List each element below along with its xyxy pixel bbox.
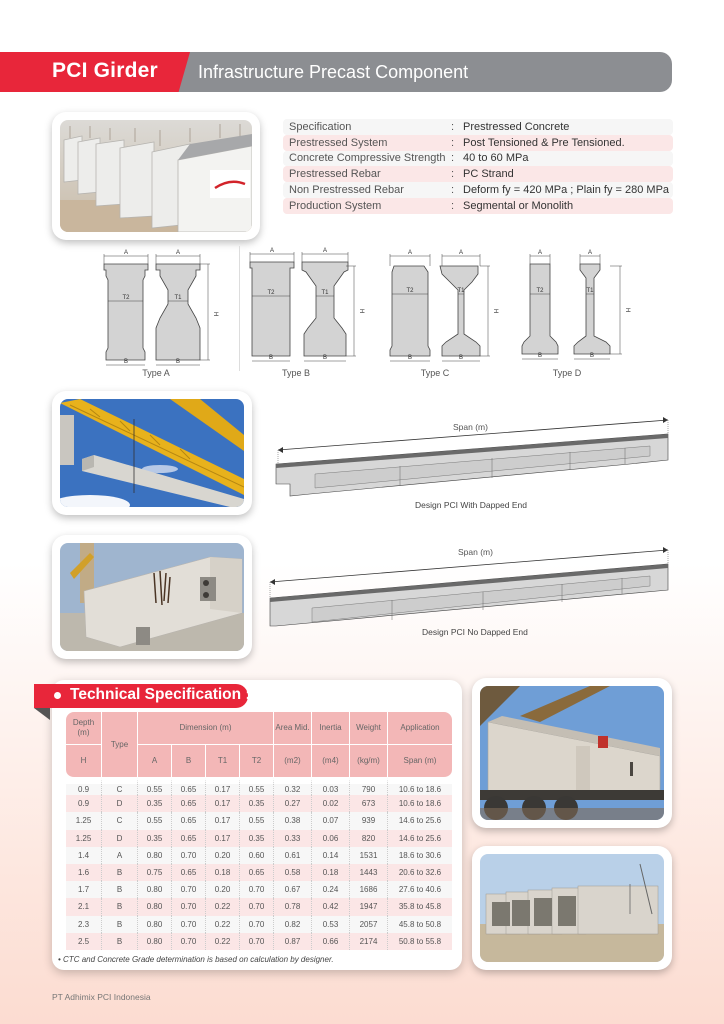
cell-a: 0.80: [138, 916, 172, 933]
cell-span: 10.6 to 18.6: [388, 795, 452, 812]
cell-t1: 0.17: [206, 778, 240, 795]
header-area: Area Mid.: [274, 712, 312, 745]
table-row: [66, 778, 452, 795]
dim-label-a: A: [458, 250, 464, 256]
cell-t1: 0.22: [206, 898, 240, 915]
type-c-label: Type C: [420, 368, 450, 378]
cell-b: 0.70: [172, 916, 206, 933]
cell-type: B: [102, 916, 138, 933]
cell-weight: 1531: [350, 847, 388, 864]
cell-depth: 0.9: [66, 778, 102, 795]
dim-label-a: A: [537, 250, 543, 256]
spec-colon: :: [451, 120, 455, 133]
photo-girder-on-truck: [472, 678, 672, 828]
cell-t1: 0.20: [206, 847, 240, 864]
cell-inertia: 0.53: [312, 916, 350, 933]
spec-colon: :: [451, 184, 455, 197]
table-row: [66, 864, 452, 881]
cell-weight: 790: [350, 778, 388, 795]
divider: [239, 246, 240, 371]
header-span-unit: Span (m): [388, 745, 452, 778]
cell-a: 0.75: [138, 864, 172, 881]
cell-a: 0.80: [138, 881, 172, 898]
dim-label-b: B: [589, 353, 595, 359]
header-area-unit: (m2): [274, 745, 312, 778]
spec-label: Non Prestressed Rebar: [289, 184, 404, 197]
spec-colon: :: [451, 136, 455, 149]
dim-label-a: A: [322, 248, 328, 254]
table-row: [66, 812, 452, 829]
cell-area: 0.33: [274, 830, 312, 847]
tab-fold-shadow: [34, 708, 50, 720]
header-dimension: Dimension (m): [138, 712, 274, 745]
specification-list: [283, 119, 673, 214]
type-a-label: Type A: [142, 368, 170, 378]
cell-type: C: [102, 812, 138, 829]
cell-inertia: 0.03: [312, 778, 350, 795]
spec-label: Concrete Compressive Strength: [289, 152, 446, 165]
table-row: [66, 933, 452, 950]
cell-b: 0.70: [172, 933, 206, 950]
cell-t2: 0.70: [240, 881, 274, 898]
cell-t1: 0.18: [206, 864, 240, 881]
cell-area: 0.58: [274, 864, 312, 881]
header-h: H: [66, 745, 102, 778]
spec-value: Segmental or Monolith: [463, 199, 574, 212]
table-row: [66, 795, 452, 812]
type-b-label: Type B: [281, 368, 310, 378]
cell-t1: 0.20: [206, 881, 240, 898]
dim-label-b: B: [123, 359, 129, 365]
cell-inertia: 0.02: [312, 795, 350, 812]
type-c-cross-section-diagram: [384, 244, 504, 366]
footer-company-name: PT Adhimix PCI Indonesia: [52, 992, 151, 1002]
header-weight-unit: (kg/m): [350, 745, 388, 778]
spec-label: Specification: [289, 120, 352, 133]
dim-label-h: H: [358, 308, 364, 314]
cell-b: 0.65: [172, 830, 206, 847]
photo-girder-crane-lift: [52, 391, 252, 515]
dim-label-t1: T1: [321, 290, 329, 296]
design-pci-no-dapped-end: [266, 538, 676, 643]
cell-weight: 2174: [350, 933, 388, 950]
page-title: PCI Girder: [52, 59, 158, 82]
header-t1: T1: [206, 745, 240, 778]
spec-label: Prestressed System: [289, 136, 388, 149]
cell-type: C: [102, 778, 138, 795]
cell-inertia: 0.18: [312, 864, 350, 881]
cell-depth: 1.25: [66, 830, 102, 847]
table-row: [66, 916, 452, 933]
header-a: A: [138, 745, 172, 778]
cell-weight: 2057: [350, 916, 388, 933]
cell-t2: 0.65: [240, 864, 274, 881]
cell-type: A: [102, 847, 138, 864]
header-t2: T2: [240, 745, 274, 778]
technical-specification-title: Technical Specification :: [70, 686, 251, 703]
header-type: Type: [102, 712, 138, 778]
cell-type: B: [102, 898, 138, 915]
type-b-cross-section-diagram: [244, 244, 374, 366]
cell-t2: 0.70: [240, 933, 274, 950]
spec-value: Deform fy = 420 MPa ; Plain fy = 280 MPa: [463, 184, 670, 197]
cell-depth: 1.6: [66, 864, 102, 881]
cell-depth: 2.5: [66, 933, 102, 950]
photo-dapped-end-girder: [52, 535, 252, 659]
cell-b: 0.70: [172, 881, 206, 898]
spec-value: Prestressed Concrete: [463, 120, 570, 133]
header-b: B: [172, 745, 206, 778]
cell-t2: 0.70: [240, 916, 274, 933]
cell-depth: 2.3: [66, 916, 102, 933]
dim-label-a: A: [175, 250, 181, 256]
cell-depth: 0.9: [66, 795, 102, 812]
spec-row: [283, 135, 673, 151]
spec-colon: :: [451, 168, 455, 181]
dim-label-a: A: [407, 250, 413, 256]
cell-b: 0.70: [172, 898, 206, 915]
cell-depth: 1.7: [66, 881, 102, 898]
header-application: Application: [388, 712, 452, 745]
dim-label-t2: T2: [536, 288, 544, 294]
table-footnote: • CTC and Concrete Grade determination is based on calculation by designer.: [58, 955, 334, 964]
spec-value: PC Strand: [463, 168, 514, 181]
spec-row: [283, 166, 673, 182]
header-inertia: Inertia: [312, 712, 350, 745]
cell-type: D: [102, 830, 138, 847]
cell-weight: 820: [350, 830, 388, 847]
header-depth: Depth (m): [66, 712, 102, 745]
table-row: [66, 898, 452, 915]
table-row: [66, 847, 452, 864]
dim-label-b: B: [175, 359, 181, 365]
cell-a: 0.80: [138, 847, 172, 864]
cell-depth: 1.4: [66, 847, 102, 864]
cell-span: 50.8 to 55.8: [388, 933, 452, 950]
cell-t1: 0.22: [206, 933, 240, 950]
cell-area: 0.32: [274, 778, 312, 795]
dim-label-t1: T1: [586, 288, 594, 294]
cell-weight: 939: [350, 812, 388, 829]
cell-b: 0.65: [172, 795, 206, 812]
girders-row-image: [480, 854, 664, 962]
technical-specification-table: [66, 712, 452, 950]
header-banner: [0, 52, 672, 92]
spec-row: [283, 182, 673, 198]
page-subtitle: Infrastructure Precast Component: [198, 62, 469, 82]
dim-label-b: B: [537, 353, 543, 359]
cell-t1: 0.17: [206, 812, 240, 829]
cell-area: 0.87: [274, 933, 312, 950]
design-pci-with-dapped-end: [270, 412, 675, 517]
span-label: Span (m): [458, 547, 493, 557]
bullet-icon: [54, 692, 61, 699]
precast-girders-image: [60, 120, 252, 232]
type-a-cross-section-diagram: [96, 244, 226, 366]
spec-value: 40 to 60 MPa: [463, 152, 529, 165]
dim-label-h: H: [492, 308, 498, 314]
girder-type-diagrams: [0, 240, 724, 385]
cell-weight: 673: [350, 795, 388, 812]
cell-type: B: [102, 933, 138, 950]
cell-area: 0.82: [274, 916, 312, 933]
cell-span: 18.6 to 30.6: [388, 847, 452, 864]
cell-b: 0.65: [172, 778, 206, 795]
dim-label-a: A: [123, 250, 129, 256]
cell-t2: 0.60: [240, 847, 274, 864]
cell-type: B: [102, 881, 138, 898]
dim-label-b: B: [407, 355, 413, 361]
cell-span: 45.8 to 50.8: [388, 916, 452, 933]
gantry-crane-image: [60, 399, 244, 507]
table-row: [66, 830, 452, 847]
cell-area: 0.38: [274, 812, 312, 829]
cell-t1: 0.17: [206, 830, 240, 847]
photo-girders-row-on-site: [472, 846, 672, 970]
spec-label: Production System: [289, 199, 382, 212]
cell-b: 0.70: [172, 847, 206, 864]
cell-weight: 1686: [350, 881, 388, 898]
dim-label-t1: T1: [174, 295, 182, 301]
spec-colon: :: [451, 152, 455, 165]
cell-weight: 1947: [350, 898, 388, 915]
cell-area: 0.78: [274, 898, 312, 915]
design-caption: Design PCI With Dapped End: [415, 500, 527, 510]
spec-row: [283, 198, 673, 214]
cell-span: 10.6 to 18.6: [388, 778, 452, 795]
cell-depth: 2.1: [66, 898, 102, 915]
cell-a: 0.35: [138, 830, 172, 847]
dim-label-b: B: [268, 355, 274, 361]
cell-inertia: 0.07: [312, 812, 350, 829]
cell-a: 0.80: [138, 898, 172, 915]
cell-area: 0.27: [274, 795, 312, 812]
cell-type: B: [102, 864, 138, 881]
table-row: [66, 881, 452, 898]
cell-a: 0.55: [138, 778, 172, 795]
dim-label-t1: T1: [457, 288, 465, 294]
spec-value: Post Tensioned & Pre Tensioned.: [463, 136, 625, 149]
cell-t2: 0.55: [240, 812, 274, 829]
header-inertia-unit: (m4): [312, 745, 350, 778]
cell-a: 0.80: [138, 933, 172, 950]
cell-b: 0.65: [172, 812, 206, 829]
type-d-label: Type D: [552, 368, 582, 378]
type-d-cross-section-diagram: [516, 244, 636, 366]
cell-span: 35.8 to 45.8: [388, 898, 452, 915]
cell-a: 0.35: [138, 795, 172, 812]
cell-t1: 0.17: [206, 795, 240, 812]
cell-weight: 1443: [350, 864, 388, 881]
cell-area: 0.61: [274, 847, 312, 864]
cell-span: 14.6 to 25.6: [388, 830, 452, 847]
header-weight: Weight: [350, 712, 388, 745]
design-caption: Design PCI No Dapped End: [422, 627, 528, 637]
cell-t1: 0.22: [206, 916, 240, 933]
dapped-end-girder-image: [60, 543, 244, 651]
spec-row: [283, 119, 673, 135]
photo-precast-girders-yard: [52, 112, 260, 240]
dim-label-h: H: [624, 307, 630, 313]
spec-row: [283, 151, 673, 167]
cell-depth: 1.25: [66, 812, 102, 829]
cell-type: D: [102, 795, 138, 812]
cell-inertia: 0.66: [312, 933, 350, 950]
cell-b: 0.65: [172, 864, 206, 881]
dim-label-t2: T2: [267, 290, 275, 296]
girder-on-truck-image: [480, 686, 664, 820]
cell-span: 14.6 to 25.6: [388, 812, 452, 829]
cell-inertia: 0.14: [312, 847, 350, 864]
dim-label-t2: T2: [406, 288, 414, 294]
cell-span: 27.6 to 40.6: [388, 881, 452, 898]
cell-t2: 0.70: [240, 898, 274, 915]
cell-inertia: 0.06: [312, 830, 350, 847]
cell-span: 20.6 to 32.6: [388, 864, 452, 881]
cell-inertia: 0.24: [312, 881, 350, 898]
cell-inertia: 0.42: [312, 898, 350, 915]
cell-area: 0.67: [274, 881, 312, 898]
cell-t2: 0.35: [240, 830, 274, 847]
dim-label-t2: T2: [122, 295, 130, 301]
dim-label-h: H: [212, 311, 218, 317]
dim-label-b: B: [458, 355, 464, 361]
spec-label: Prestressed Rebar: [289, 168, 381, 181]
cell-a: 0.55: [138, 812, 172, 829]
dim-label-b: B: [322, 355, 328, 361]
dim-label-a: A: [269, 248, 275, 254]
spec-colon: :: [451, 199, 455, 212]
cell-t2: 0.35: [240, 795, 274, 812]
cell-t2: 0.55: [240, 778, 274, 795]
dim-label-a: A: [587, 250, 593, 256]
span-label: Span (m): [453, 422, 488, 432]
